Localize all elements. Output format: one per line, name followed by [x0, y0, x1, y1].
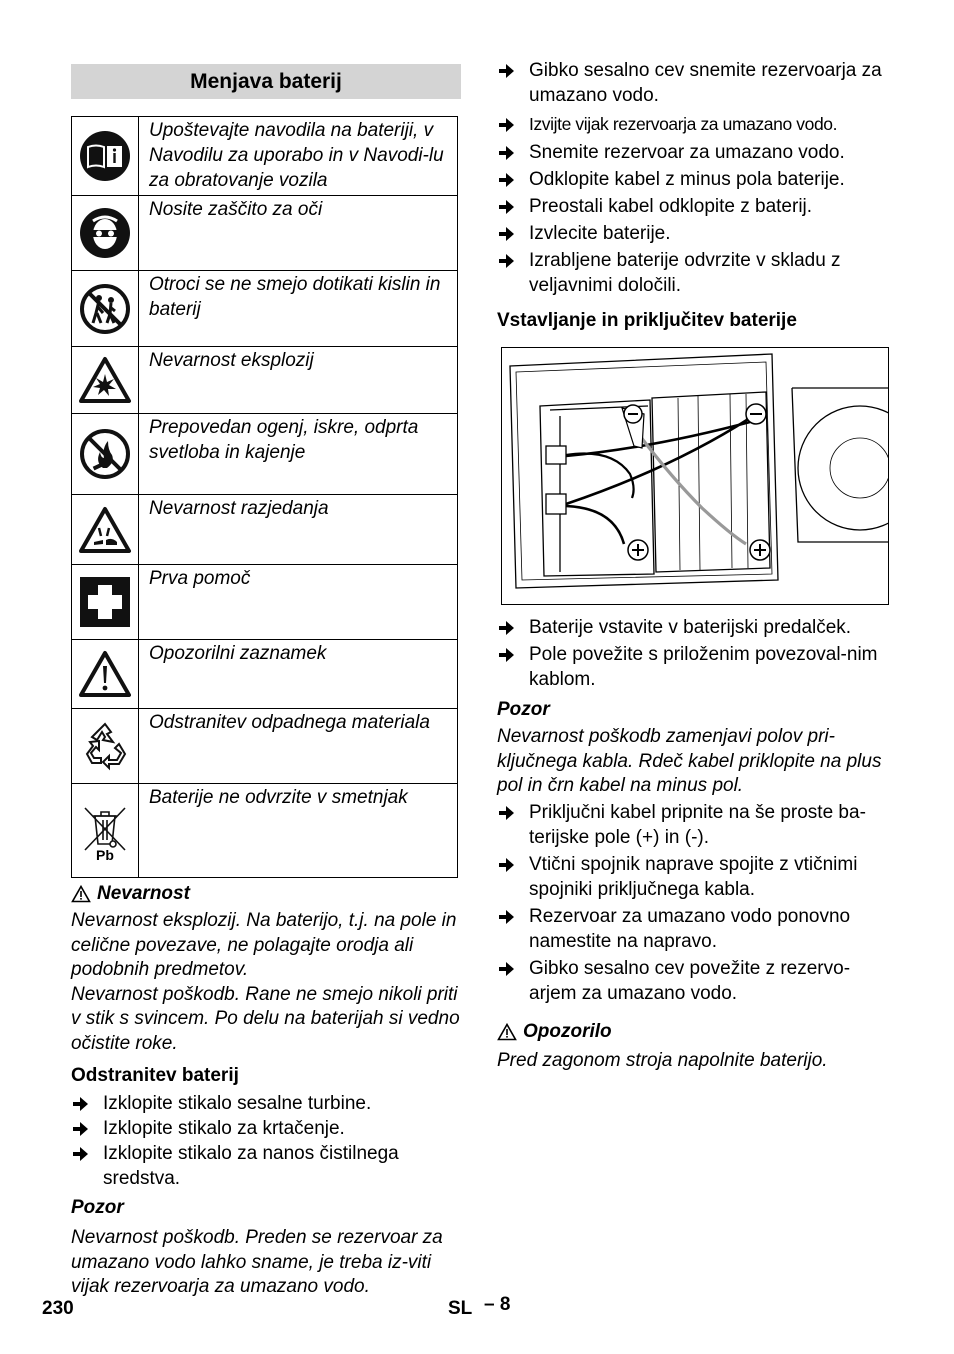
symbol-text: Prepovedan ogenj, iskre, odprta svetloba in kajenje	[139, 414, 458, 495]
arrow-right-icon	[497, 804, 515, 822]
symbol-text: Upoštevajte navodila na bateriji, v Navodilu za uporabo in v Navodi-lu za obratovanje vozila	[139, 117, 458, 196]
right-column	[497, 58, 892, 1073]
first-aid-icon	[79, 576, 131, 628]
list-item: Rezervoar za umazano vodo ponovno namestite na napravo.	[497, 904, 892, 954]
warning-text: Pred zagonom stroja napolnite baterijo.	[497, 1049, 828, 1071]
crossed-bin-icon	[79, 800, 131, 862]
danger-title: Nevarnost	[97, 883, 190, 904]
arrow-right-icon	[497, 252, 515, 270]
arrow-right-icon	[497, 144, 515, 162]
battery-wiring-drawing	[502, 348, 888, 604]
arrow-right-icon	[497, 908, 515, 926]
arrow-right-icon	[71, 1145, 89, 1163]
read-manual-icon	[79, 130, 131, 182]
connection-steps	[497, 800, 892, 1006]
eye-protection-icon	[79, 207, 131, 259]
language-code: SL	[448, 1298, 473, 1319]
danger-text: Nevarnost eksplozij. Na baterijo, t.j. na pole in celične povezave, ne polagajte orodja ali podobnih predmetov.	[71, 910, 457, 980]
arrow-right-icon	[71, 1120, 89, 1138]
list-item: Izklopite stikalo sesalne turbine.	[71, 1091, 463, 1116]
section-title: Menjava baterij	[71, 64, 461, 99]
symbol-row	[72, 640, 458, 709]
arrow-right-icon	[497, 225, 515, 243]
caution-text: Nevarnost poškodb. Preden se rezervoar za umazano vodo lahko sname, je treba iz-viti vijak rezervoarja za umazano vodo.	[71, 1227, 443, 1297]
warning-triangle-icon	[79, 650, 131, 698]
warning-heading	[497, 1020, 892, 1044]
list-item: Izvlecite baterije.	[497, 221, 892, 246]
arrow-right-icon	[497, 960, 515, 978]
arrow-right-icon	[497, 171, 515, 189]
section-page-number: – 8	[484, 1294, 511, 1315]
recycle-icon	[79, 720, 131, 772]
list-item: Vtični spojnik naprave spojite z vtičnimi spojniki priključnega kabla.	[497, 852, 892, 902]
list-item: Priključni kabel pripnite na še proste ba-terijske pole (+) in (-).	[497, 800, 892, 850]
symbol-row	[72, 495, 458, 565]
symbol-row	[72, 271, 458, 347]
arrow-right-icon	[497, 198, 515, 216]
symbol-row	[72, 784, 458, 878]
symbol-text: Opozorilni zaznamek	[139, 640, 458, 709]
arrow-right-icon	[71, 1095, 89, 1113]
symbol-text: Nevarnost eksplozij	[139, 347, 458, 414]
left-column	[71, 64, 463, 1300]
corrosion-hazard-icon	[79, 506, 131, 554]
symbol-row	[72, 196, 458, 271]
arrow-right-icon	[497, 62, 515, 80]
removal-heading: Odstranitev baterij	[71, 1065, 239, 1086]
warning-triangle-icon	[497, 1023, 517, 1041]
bin-icon-label: Pb	[96, 846, 114, 862]
list-item: Izklopite stikalo za krtačenje.	[71, 1116, 463, 1141]
danger-block	[71, 882, 463, 1056]
arrow-right-icon	[497, 646, 515, 664]
symbol-row	[72, 117, 458, 196]
disassembly-steps	[497, 58, 892, 298]
symbol-text: Baterije ne odvrzite v smetnjak	[139, 784, 458, 878]
arrow-right-icon	[497, 856, 515, 874]
symbol-row	[72, 347, 458, 414]
symbol-row	[72, 709, 458, 784]
symbol-text: Prva pomoč	[139, 565, 458, 640]
danger-heading	[71, 882, 463, 906]
list-item: Izklopite stikalo za nanos čistilnega sredstva.	[71, 1141, 463, 1191]
warning-triangle-icon	[71, 885, 91, 903]
no-fire-icon	[79, 428, 131, 480]
list-item: Izrabljene baterije odvrzite v skladu z veljavnimi določili.	[497, 248, 892, 298]
symbol-row	[72, 414, 458, 495]
warning-title: Opozorilo	[523, 1020, 612, 1042]
symbol-text: Odstranitev odpadnega materiala	[139, 709, 458, 784]
list-item: Baterije vstavite v baterijski predalček.	[497, 615, 892, 640]
symbol-text: Nevarnost razjedanja	[139, 495, 458, 565]
list-item: Snemite rezervoar za umazano vodo.	[497, 140, 892, 165]
install-heading: Vstavljanje in priključitev baterije	[497, 310, 797, 331]
install-steps	[497, 615, 892, 692]
list-item: Preostali kabel odklopite z baterij.	[497, 194, 892, 219]
list-item: Izvijte vijak rezervoarja za umazano vodo.	[497, 112, 892, 137]
symbol-text: Otroci se ne smejo dotikati kislin in baterij	[139, 271, 458, 347]
arrow-right-icon	[497, 619, 515, 637]
page-number: 230	[42, 1298, 74, 1319]
list-item: Gibko sesalno cev snemite rezervoarja za umazano vodo.	[497, 58, 892, 108]
caution-title: Pozor	[71, 1197, 124, 1218]
caution-text: Nevarnost poškodb zamenjavi polov pri-ključnega kabla. Rdeč kabel priklopite na plus pol in črn kabel na minus pol.	[497, 726, 882, 796]
list-item: Gibko sesalno cev povežite z rezervo-arjem za umazano vodo.	[497, 956, 892, 1006]
keep-children-away-icon	[79, 283, 131, 335]
arrow-right-icon	[497, 116, 515, 134]
removal-steps	[71, 1091, 463, 1191]
symbol-row	[72, 565, 458, 640]
list-item: Pole povežite s priloženim povezoval-nim kablom.	[497, 642, 892, 692]
caution-title: Pozor	[497, 699, 550, 720]
symbol-text: Nosite zaščito za oči	[139, 196, 458, 271]
list-item: Odklopite kabel z minus pola baterije.	[497, 167, 892, 192]
battery-wiring-figure	[501, 347, 889, 605]
explosion-hazard-icon	[79, 356, 131, 404]
danger-text-2: Nevarnost poškodb. Rane ne smejo nikoli priti v stik s svincem. Po delu na baterijah si vedno očistite roke.	[71, 983, 460, 1054]
symbol-table	[71, 116, 458, 878]
